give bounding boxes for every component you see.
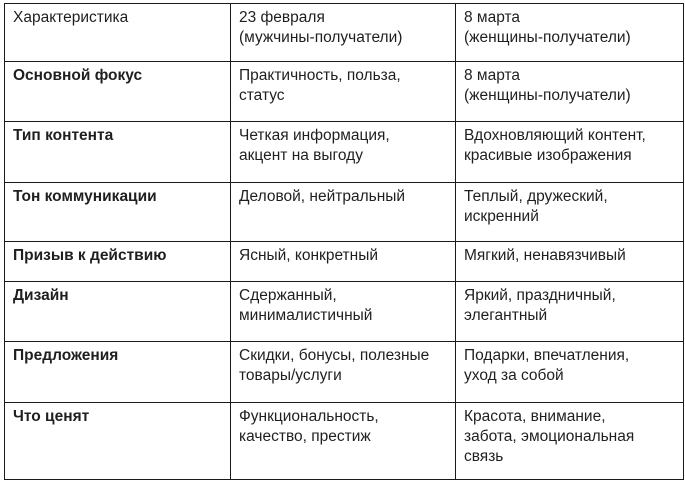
cell-text: качество, престиж <box>239 428 371 445</box>
cell-text: 23 февраля <box>239 9 325 26</box>
row-label <box>5 183 231 242</box>
cell-men <box>231 122 456 183</box>
comparison-table <box>4 3 684 480</box>
cell-women <box>456 122 684 183</box>
cell-text: Скидки, бонусы, полезные <box>239 347 430 364</box>
table-header-row <box>5 4 684 62</box>
header-men <box>231 4 456 62</box>
table-row <box>5 62 684 122</box>
cell-text: Подарки, впечатления, <box>464 347 630 364</box>
cell-text: Практичность, польза, <box>239 67 401 84</box>
header-women <box>456 4 684 62</box>
table-row <box>5 342 684 403</box>
cell-men <box>231 403 456 480</box>
header-characteristic <box>5 4 231 62</box>
table-row <box>5 403 684 480</box>
cell-text: Четкая информация, <box>239 127 390 144</box>
cell-women <box>456 242 684 282</box>
row-label <box>5 242 231 282</box>
cell-text: Основной фокус <box>13 67 143 84</box>
cell-text: (женщины-получатели) <box>464 29 631 46</box>
row-label <box>5 403 231 480</box>
cell-text: Функциональность, <box>239 408 379 425</box>
cell-text: товары/услуги <box>239 367 342 384</box>
cell-women <box>456 62 684 122</box>
cell-text: искренний <box>464 208 539 225</box>
cell-men <box>231 183 456 242</box>
row-label <box>5 122 231 183</box>
cell-text: Призыв к действию <box>13 247 167 264</box>
cell-text: 8 марта <box>464 9 521 26</box>
cell-men <box>231 342 456 403</box>
cell-text: Предложения <box>13 347 119 364</box>
cell-text: элегантный <box>464 307 548 324</box>
row-label <box>5 62 231 122</box>
cell-text: Тон коммуникации <box>13 188 157 205</box>
cell-text: Тип контента <box>13 127 114 144</box>
cell-text: Деловой, нейтральный <box>239 188 406 205</box>
cell-women <box>456 282 684 342</box>
cell-women <box>456 342 684 403</box>
cell-men <box>231 282 456 342</box>
table-row <box>5 183 684 242</box>
cell-text: Ясный, конкретный <box>239 247 379 264</box>
cell-text: минималистичный <box>239 307 373 324</box>
cell-text: Красота, внимание, <box>464 408 606 425</box>
cell-text: 8 марта <box>464 67 521 84</box>
cell-women <box>456 403 684 480</box>
cell-text: уход за собой <box>464 367 564 384</box>
cell-men <box>231 242 456 282</box>
row-label <box>5 342 231 403</box>
table-row <box>5 242 684 282</box>
cell-text: забота, эмоциональная <box>464 428 635 445</box>
cell-text: Яркий, праздничный, <box>464 287 616 304</box>
cell-text: связь <box>464 448 504 465</box>
cell-men <box>231 62 456 122</box>
cell-text: Вдохновляющий контент, <box>464 127 646 144</box>
cell-text: красивые изображения <box>464 147 632 164</box>
cell-text: Характеристика <box>13 9 129 26</box>
cell-text: Мягкий, ненавязчивый <box>464 247 626 264</box>
cell-text: Дизайн <box>13 287 69 304</box>
cell-text: Сдержанный, <box>239 287 337 304</box>
table-row <box>5 282 684 342</box>
row-label <box>5 282 231 342</box>
cell-text: Что ценят <box>13 408 90 425</box>
cell-text: акцент на выгоду <box>239 147 363 164</box>
cell-text: (женщины-получатели) <box>464 87 631 104</box>
cell-women <box>456 183 684 242</box>
cell-text: статус <box>239 87 285 104</box>
table-row <box>5 122 684 183</box>
cell-text: Теплый, дружеский, <box>464 188 608 205</box>
cell-text: (мужчины-получатели) <box>239 29 403 46</box>
